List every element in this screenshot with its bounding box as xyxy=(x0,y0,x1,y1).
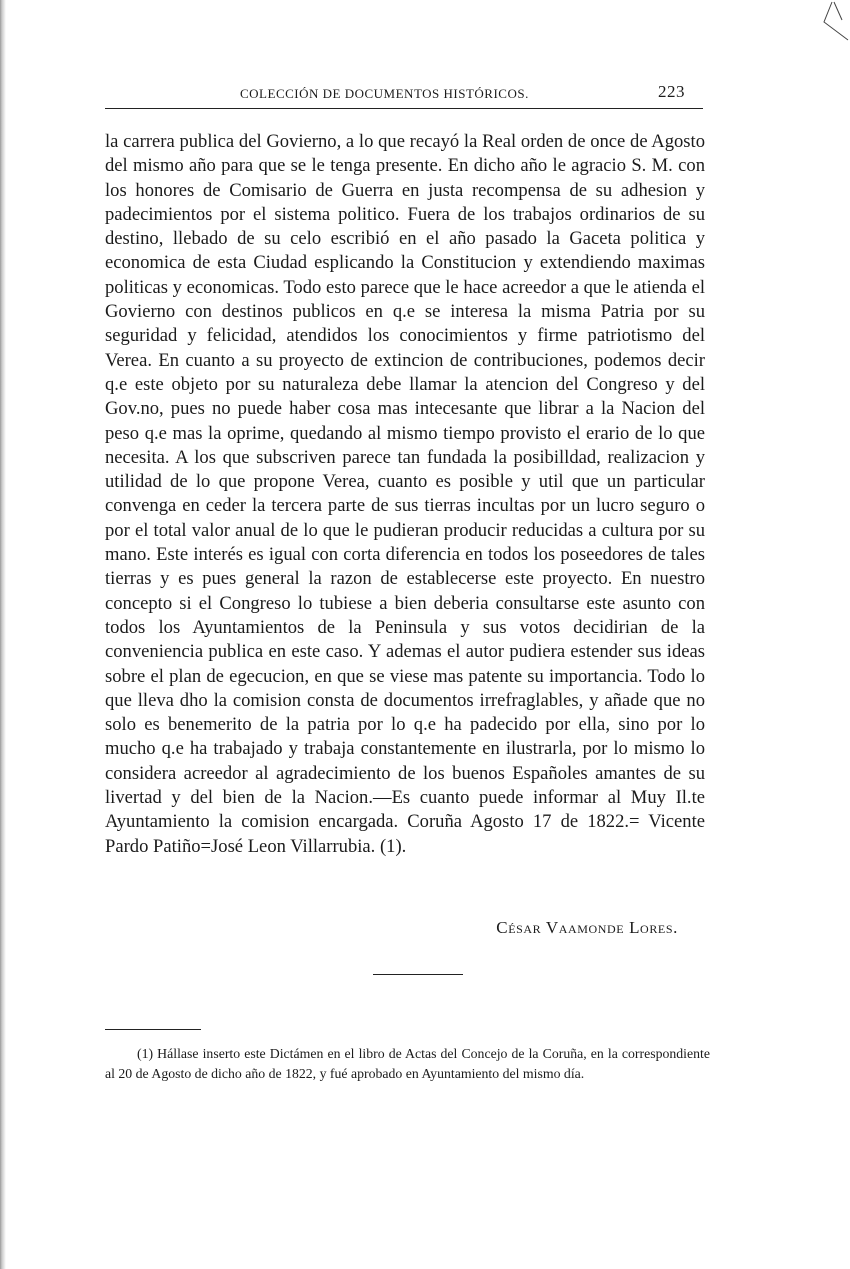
body-text xyxy=(105,130,705,859)
corner-fold-mark xyxy=(810,0,850,45)
page-number: 223 xyxy=(658,82,685,101)
page-binding-shadow xyxy=(0,0,6,1269)
footnote: (1) Hállase inserto este Dictámen en el libro de Actas del Concejo de la Coruña, en la correspondiente al 20 de Agosto de dicho año de 1822, y fué aprobado en Ayuntamiento del mismo día. xyxy=(105,1046,710,1081)
main-paragraph: la carrera publica del Govierno, a lo que recayó la Real orden de once de Agosto del mismo año para que se le tenga presente. En dicho año le agracio S. M. con los honores de Comisario de Guerra en justa recompensa de su adhesion y padecimientos por el sistema politico. Fuera de los trabajos ordinarios de su destino, llebado de su celo escribió en el año pasado la Gaceta politica y economica de esta Ciudad esplicando la Constitucion y extendiendo maximas politicas y economicas. Todo esto parece que le hace acreedor a que le atienda el Govierno con destinos publicos en q.e se interesa la misma Patria por su seguridad y felicidad, atendidos los conocimientos y firme patriotismo del Verea. En cuanto a su proyecto de extincion de contribuciones, podemos decir q.e este objeto por su naturaleza debe llamar la atencion del Congreso y del Gov.no, pues no puede haber cosa mas intecesante que librar a la Nacion del peso q.e mas la oprime, quedando al mismo tiempo provisto el erario de lo que necesita. A los que subscriven parece tan fundada la posibilldad, realizacion y utilidad de lo que propone Verea, cuanto es posible y util que un particular convenga en ceder la tercera parte de sus tierras incultas por un lucro seguro o por el total valor anual de lo que le pudieran producir reducidas a cultura por su mano. Este interés es igual con corta diferencia en todos los poseedores de tales tierras y es pues general la razon de establecerse este proyecto. En nuestro concepto si el Congreso lo tubiese a bien deberia consultarse este asunto con todos los Ayuntamientos de la Peninsula y sus votos decidirian de la conveniencia publica en este caso. Y ademas el autor pudiera estender sus ideas sobre el plan de egecucion, en que se viese mas patente su importancia. Todo lo que lleva dho la comision consta de documentos irrefraglables, y añade que no solo es benemerito de la patria por lo q.e ha padecido por ella, sino por lo mucho q.e ha trabajado y trabaja constantemente en ilustrarla, por lo mismo lo considera acreedor al agradecimiento de los buenos Españoles amantes de su livertad y del bien de la Nacion.—Es cuanto puede informar al Muy Il.te Ayuntamiento la comision encargada. Coruña Agosto 17 de 1822.= Vicente Pardo Patiño=José Leon Villarrubia. (1). xyxy=(105,131,705,857)
page-header xyxy=(240,82,685,106)
author-signature: César Vaamonde Lores. xyxy=(496,918,678,937)
running-title: COLECCIÓN DE DOCUMENTOS HISTÓRICOS. xyxy=(240,86,529,101)
footnote-rule xyxy=(105,1029,201,1030)
header-rule xyxy=(105,108,703,109)
section-end-rule xyxy=(373,974,463,975)
